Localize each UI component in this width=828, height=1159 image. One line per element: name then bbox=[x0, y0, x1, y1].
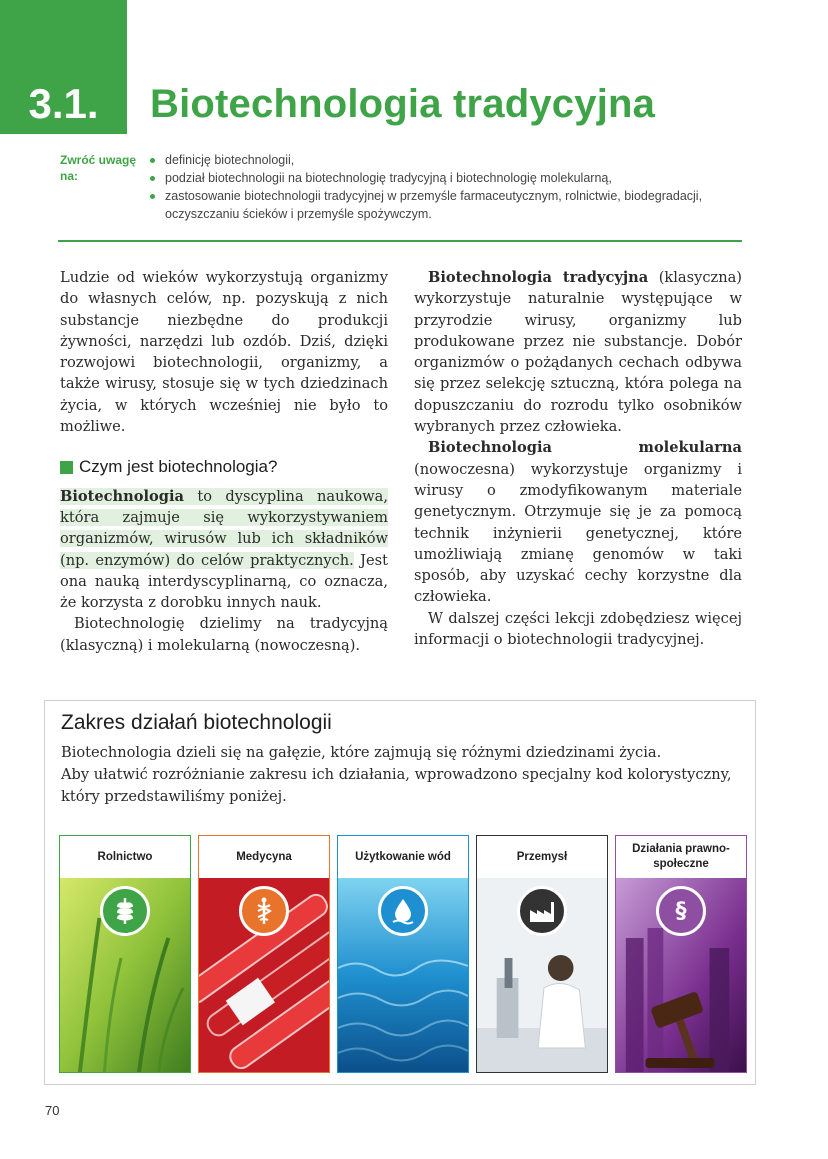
section-heading-text: Czym jest biotechnologia? bbox=[79, 457, 278, 477]
panel-title: Zakres działań biotechnologii bbox=[61, 711, 332, 734]
molecular-paragraph bbox=[414, 437, 742, 607]
section-heading bbox=[60, 456, 388, 477]
wheat-icon bbox=[100, 886, 150, 936]
header-divider bbox=[58, 240, 742, 242]
branch-card-label: Działania prawno-społeczne bbox=[616, 836, 746, 878]
branch-card-label: Rolnictwo bbox=[60, 836, 190, 878]
branch-card-label: Przemysł bbox=[477, 836, 607, 878]
branch-cards bbox=[59, 835, 749, 1075]
definition-text: to dyscyplina naukowa, która zajmuje się wykorzystywaniem organizmów, wirusów lub ich składników (np. enzymów) do celów praktycznych. bbox=[60, 487, 388, 569]
traditional-paragraph bbox=[414, 267, 742, 437]
note-label: Zwróć uwagę na: bbox=[60, 153, 137, 183]
panel-description bbox=[61, 742, 741, 808]
branch-card-legal-social bbox=[615, 835, 747, 1073]
molecular-term: Biotechnologia molekularna bbox=[428, 439, 742, 457]
factory-icon bbox=[517, 886, 567, 936]
branch-card-water bbox=[337, 835, 469, 1073]
note-item: definicję biotechnologii, bbox=[148, 151, 748, 169]
panel-line-1: Biotechnologia dzieli się na gałęzie, które zajmują się różnymi dziedzinami życia. bbox=[61, 744, 662, 761]
biotech-scope-panel bbox=[44, 700, 756, 1085]
page-number: 70 bbox=[45, 1103, 60, 1118]
branch-card-medicine bbox=[198, 835, 330, 1073]
traditional-term: Biotechnologia tradycyjna bbox=[428, 269, 649, 286]
branch-card-label: Użytkowanie wód bbox=[338, 836, 468, 878]
definition-highlight bbox=[60, 488, 388, 569]
left-column bbox=[60, 267, 388, 656]
note-list bbox=[148, 151, 748, 223]
note-item: podział biotechnologii na biotechnologię tradycyjną i biotechnologię molekularną, bbox=[148, 169, 748, 187]
chapter-number: 3.1. bbox=[0, 0, 127, 134]
division-paragraph: Biotechnologię dzielimy na tradycyjną (klasyczną) i molekularną (nowoczesną). bbox=[60, 615, 388, 654]
branch-card-label: Medycyna bbox=[199, 836, 329, 878]
paragraph-icon: § bbox=[656, 886, 706, 936]
right-column bbox=[414, 267, 742, 650]
square-bullet-icon bbox=[60, 461, 73, 474]
definition-term: Biotechnologia bbox=[60, 487, 184, 505]
page-title: Biotechnologia tradycyjna bbox=[150, 82, 656, 126]
branch-card-industry bbox=[476, 835, 608, 1073]
definition-after: Jest ona nauką interdyscyplinarną, co oznacza, że korzysta z dorobku innych nauk. bbox=[60, 551, 388, 612]
outro-paragraph: W dalszej części lekcji zdobędziesz więcej informacji o biotechnologii tradycyjnej. bbox=[414, 609, 742, 649]
definition-paragraph bbox=[60, 486, 388, 614]
traditional-text: (klasyczna) wykorzystuje naturalnie występujące w przyrodzie wirusy, organizmy lub produkowane przez nie substancje. Dobór organizmów o pożądanych cechach odbywa się przez selekcję sztuczną, która polega na dopuszczaniu do rozrodu tylko osobników wybranych przez człowieka. bbox=[414, 269, 743, 436]
molecular-text: (nowoczesna) wykorzystuje organizmy i wirusy o zmodyfikowanym materiale genetycznym. Otrzymuje się je za pomocą technik inżynierii genetycznej, które umożliwiają zmianę genomów w taki sposób, aby uzyskać cechy korzystne dla człowieka. bbox=[414, 460, 742, 606]
intro-paragraph: Ludzie od wieków wykorzystują organizmy do własnych celów, np. pozyskują z nich substancje niezbędne do produkcji żywności, narzędzi lub ozdób. Dziś, dzięki rozwojowi biotechnologii, organizmy, a także wirusy, stosuje się w tych dziedzinach życia, w których wcześniej nie było to możliwe. bbox=[60, 269, 388, 436]
note-item: zastosowanie biotechnologii tradycyjnej w przemyśle farmaceutycznym, rolnictwie, biodegradacji, oczyszczaniu ścieków i przemyśle spożywczym. bbox=[148, 187, 748, 223]
water-drop-icon bbox=[378, 886, 428, 936]
caduceus-icon bbox=[239, 886, 289, 936]
branch-card-agriculture bbox=[59, 835, 191, 1073]
panel-line-2: Aby ułatwić rozróżnianie zakresu ich działania, wprowadzono specjalny kod kolorystyczny, który przedstawiliśmy poniżej. bbox=[61, 766, 732, 805]
